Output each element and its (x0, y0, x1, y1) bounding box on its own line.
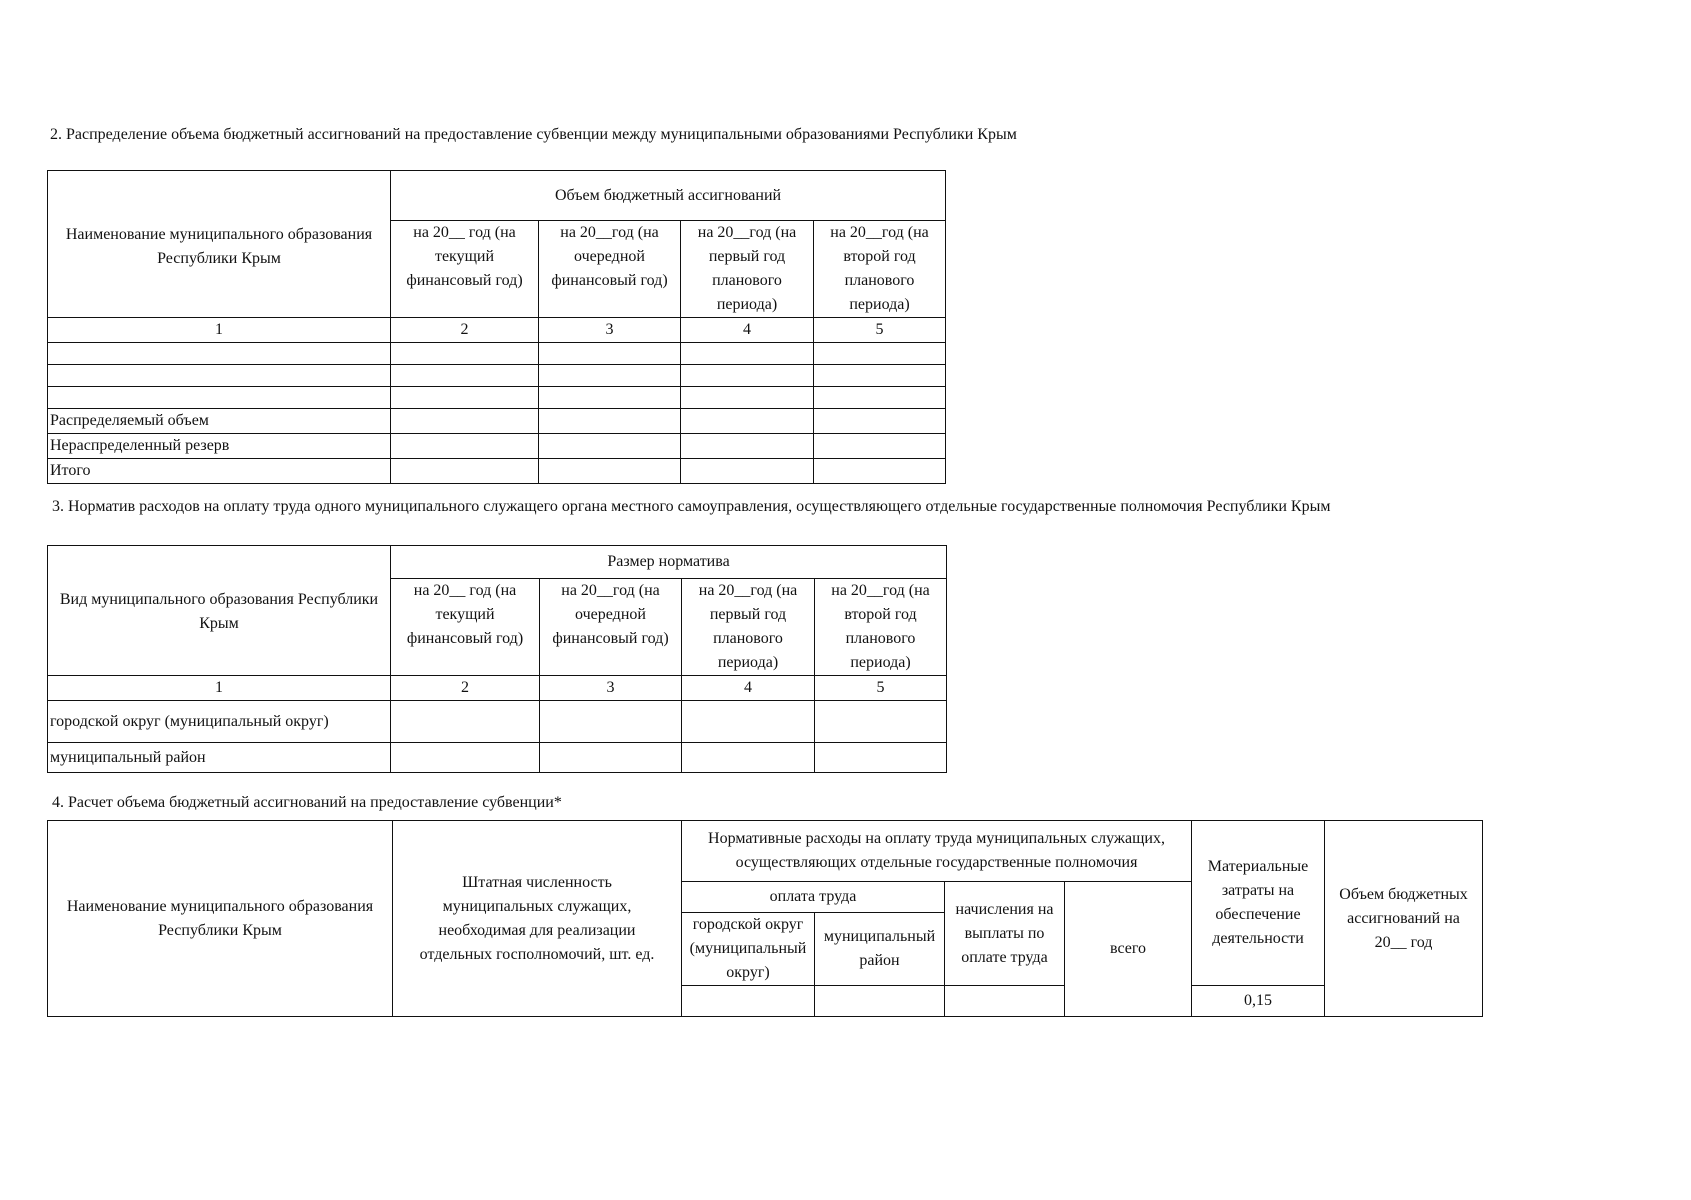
empty-cell[interactable] (681, 387, 814, 409)
col-header-plan-year-2: на 20__год (на второй год планового периода) (814, 221, 946, 318)
column-number: 5 (814, 318, 946, 343)
empty-cell[interactable] (945, 986, 1065, 1017)
column-number: 4 (681, 318, 814, 343)
empty-cell[interactable] (814, 387, 946, 409)
column-number: 1 (48, 676, 391, 701)
col-header-name: Наименование муниципального образования Республики Крым (48, 171, 391, 318)
empty-cell[interactable] (391, 365, 539, 387)
column-number: 1 (48, 318, 391, 343)
group-header-normative: Нормативные расходы на оплату труда муниципальных служащих, осуществляющих отдельные государственные полномочия (682, 821, 1192, 882)
col-header-material: Материальные затраты на обеспечение деятельности (1192, 821, 1325, 986)
table-row (48, 459, 946, 484)
empty-cell[interactable] (391, 343, 539, 365)
empty-cell[interactable] (681, 434, 814, 459)
sub-group-header-salary: оплата труда (682, 882, 945, 913)
col-header-city-district: городской округ (муниципальный округ) (682, 913, 815, 986)
col-header-volume: Объем бюджетных ассигнований на 20__ год (1325, 821, 1483, 1017)
empty-cell[interactable] (539, 343, 681, 365)
empty-cell[interactable] (539, 387, 681, 409)
empty-cell[interactable] (815, 743, 947, 773)
column-number: 2 (391, 318, 539, 343)
col-header-current-year: на 20__ год (на текущий финансовый год) (391, 579, 540, 676)
empty-cell[interactable] (539, 459, 681, 484)
row-label-distributed: Распределяемый объем (48, 409, 391, 434)
col-header-name: Наименование муниципального образования Республики Крым (48, 821, 393, 1017)
table-row (48, 743, 947, 773)
col-header-current-year: на 20__ год (на текущий финансовый год) (391, 221, 539, 318)
column-number: 5 (815, 676, 947, 701)
col-header-total: всего (1065, 882, 1192, 1017)
row-label-municipal-district: муниципальный район (48, 743, 391, 773)
empty-cell[interactable] (815, 701, 947, 743)
empty-cell[interactable] (540, 701, 682, 743)
empty-cell[interactable] (681, 409, 814, 434)
col-header-next-year: на 20__год (на очередной финансовый год) (539, 221, 681, 318)
empty-cell[interactable] (814, 434, 946, 459)
col-header-staff: Штатная численность муниципальных служащих, необходимая для реализации отдельных госполномочий, шт. ед. (393, 821, 682, 1017)
distribution-table (47, 170, 946, 484)
table-row (48, 343, 946, 365)
empty-cell[interactable] (48, 365, 391, 387)
empty-cell[interactable] (814, 409, 946, 434)
empty-cell[interactable] (681, 343, 814, 365)
section3-heading: 3. Норматив расходов на оплату труда одного муниципального служащего органа местного самоуправления, осуществляющего отдельные государственные полномочия Республики Крым (52, 498, 1331, 515)
empty-cell[interactable] (539, 434, 681, 459)
col-header-type: Вид муниципального образования Республики Крым (48, 546, 391, 676)
table-row (48, 365, 946, 387)
empty-cell[interactable] (814, 365, 946, 387)
table-row (48, 409, 946, 434)
column-number: 2 (391, 676, 540, 701)
empty-cell[interactable] (48, 343, 391, 365)
empty-cell[interactable] (391, 701, 540, 743)
table-row (48, 434, 946, 459)
empty-cell[interactable] (682, 986, 815, 1017)
empty-cell[interactable] (540, 743, 682, 773)
col-header-plan-year-2: на 20__год (на второй год планового периода) (815, 579, 947, 676)
col-header-plan-year-1: на 20__год (на первый год планового периода) (682, 579, 815, 676)
column-number: 3 (539, 318, 681, 343)
empty-cell[interactable] (391, 459, 539, 484)
table-row (48, 387, 946, 409)
column-number: 4 (682, 676, 815, 701)
col-header-plan-year-1: на 20__год (на первый год планового периода) (681, 221, 814, 318)
empty-cell[interactable] (815, 986, 945, 1017)
norm-table (47, 545, 947, 773)
row-label-city-district: городской округ (муниципальный округ) (48, 701, 391, 743)
empty-cell[interactable] (48, 387, 391, 409)
empty-cell[interactable] (539, 365, 681, 387)
group-header-norm: Размер норматива (391, 546, 947, 579)
table-row (48, 701, 947, 743)
empty-cell[interactable] (681, 459, 814, 484)
row-label-total: Итого (48, 459, 391, 484)
column-numbers-row (48, 676, 947, 701)
empty-cell[interactable] (391, 409, 539, 434)
column-numbers-row (48, 318, 946, 343)
empty-cell[interactable] (539, 409, 681, 434)
calculation-table (47, 820, 1483, 1017)
col-header-municipal-district: муниципальный район (815, 913, 945, 986)
empty-cell[interactable] (391, 434, 539, 459)
empty-cell[interactable] (391, 743, 540, 773)
column-number: 3 (540, 676, 682, 701)
empty-cell[interactable] (682, 743, 815, 773)
empty-cell[interactable] (681, 365, 814, 387)
empty-cell[interactable] (391, 387, 539, 409)
empty-cell[interactable] (814, 459, 946, 484)
row-label-reserve: Нераспределенный резерв (48, 434, 391, 459)
col-header-accruals: начисления на выплаты по оплате труда (945, 882, 1065, 986)
material-value: 0,15 (1192, 986, 1325, 1017)
group-header-budget: Объем бюджетный ассигнований (391, 171, 946, 221)
empty-cell[interactable] (814, 343, 946, 365)
col-header-next-year: на 20__год (на очередной финансовый год) (540, 579, 682, 676)
section2-heading: 2. Распределение объема бюджетный ассигнований на предоставление субвенции между муниципальными образованиями Республики Крым (50, 126, 1017, 143)
empty-cell[interactable] (682, 701, 815, 743)
section4-heading: 4. Расчет объема бюджетный ассигнований на предоставление субвенции* (52, 794, 562, 811)
